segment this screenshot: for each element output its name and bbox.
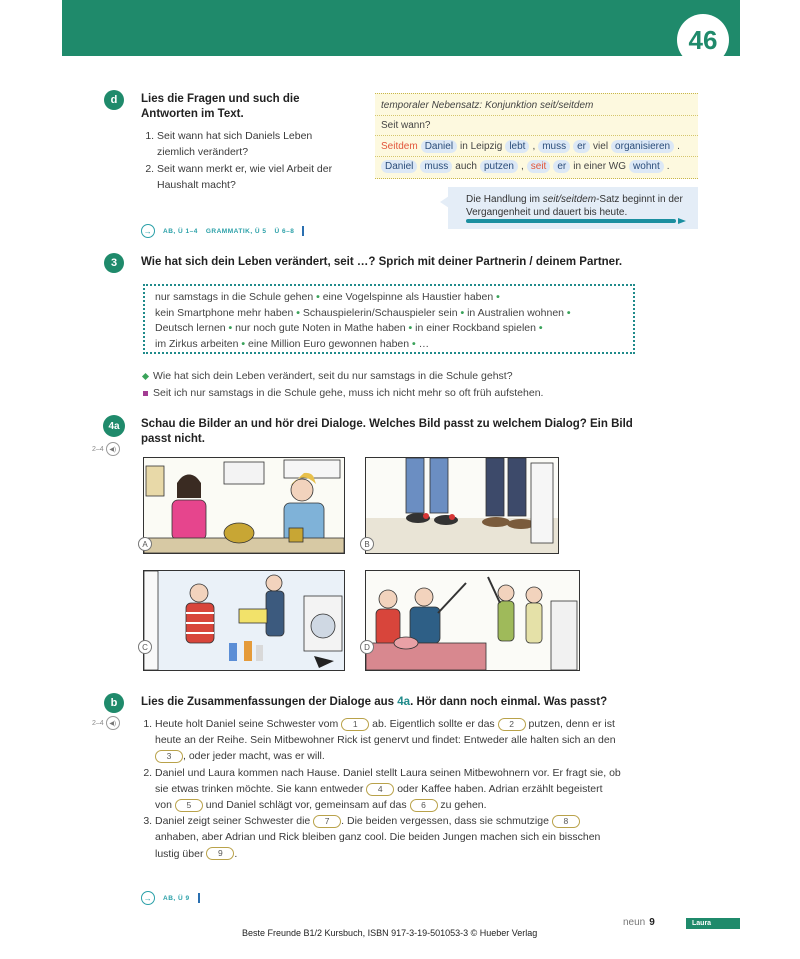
example-question <box>143 367 513 385</box>
word: lebt <box>505 140 529 153</box>
picture-d[interactable] <box>365 570 580 671</box>
gap-5[interactable]: 5 <box>175 799 203 812</box>
phrase: eine Million Euro gewonnen haben <box>247 337 410 350</box>
audio-track-label: 2–4 <box>92 719 104 727</box>
phrase: nur samstags in die Schule gehen <box>155 291 314 303</box>
picture-d-drawing <box>366 571 579 670</box>
summary-3 <box>155 813 621 862</box>
task-b-title <box>141 695 661 710</box>
page-num: 9 <box>649 917 655 928</box>
phrase: Deutsch lernen <box>155 322 226 334</box>
picture-label-a: A <box>138 537 152 551</box>
word: er <box>553 160 570 173</box>
summary-1 <box>155 716 621 765</box>
conj-seit: seit <box>527 160 551 173</box>
picture-label-d: D <box>360 640 374 654</box>
title-text: . Hör dann noch einmal. Was passt? <box>410 696 608 708</box>
word: putzen <box>480 160 518 173</box>
gap-6[interactable]: 6 <box>410 799 438 812</box>
gap-2[interactable]: 2 <box>498 718 526 731</box>
task-4a-title: Schau die Bilder an und hör drei Dialoge. Welches Bild passt zu welchem Dialog? Ein Bild passt nicht. <box>141 418 633 445</box>
ref-bar-icon <box>302 226 304 236</box>
page-number: 46 <box>677 14 729 66</box>
word: wohnt <box>629 160 664 173</box>
word: . <box>666 160 670 172</box>
gap-1[interactable]: 1 <box>341 718 369 731</box>
task-d-refs <box>141 224 304 238</box>
title-text: Lies die Zusammenfassungen der Dialoge aus <box>141 696 398 708</box>
timeline-arrow-icon <box>466 219 676 223</box>
word: er <box>573 140 590 153</box>
conj-seitdem: Seitdem <box>381 140 418 152</box>
picture-b-drawing <box>366 458 558 553</box>
summary-text: Daniel zeigt seiner Schwester die <box>155 815 311 828</box>
phrase: in einer Rockband spielen <box>415 322 536 334</box>
picture-a[interactable] <box>143 457 345 554</box>
summary-2 <box>155 765 621 814</box>
gap-3[interactable]: 3 <box>155 750 183 763</box>
header-bar <box>62 0 740 56</box>
gap-4[interactable]: 4 <box>366 783 394 796</box>
gap-8[interactable]: 8 <box>552 815 580 828</box>
task-badge-3: 3 <box>104 253 124 273</box>
title-ref: 4a <box>397 696 411 708</box>
audio-track-4a[interactable] <box>92 442 120 456</box>
note-text: -Satz beginnt in der Vergangenheit und dauert bis heute. <box>466 194 683 218</box>
word: organisieren <box>611 140 674 153</box>
question-2: 2. Seit wann merkt er, wie viel Arbeit der Haushalt macht? <box>157 162 351 193</box>
arrow-right-icon: → <box>141 224 155 238</box>
summary-text: putzen, denn er ist heute an der Reihe. Sein Mitbewohner Rick ist genervt und findet: Entweder alle halten sich an den <box>155 718 616 747</box>
picture-c[interactable] <box>143 570 345 671</box>
phrase: … <box>418 337 430 350</box>
task-b-refs <box>141 891 200 905</box>
grammar-title: temporaler Nebensatz: Konjunktion seit/seitdem <box>381 99 594 111</box>
footer-citation: Beste Freunde B1/2 Kursbuch, ISBN 917-3-19-501053-3 © Hueber Verlag <box>242 928 538 938</box>
picture-c-drawing <box>144 571 344 670</box>
picture-label-c: C <box>138 640 152 654</box>
word-line-3: Deutsch lernen • nur noch gute Noten in Mathe haben • in einer Rockband spielen • <box>155 322 543 334</box>
word: . <box>677 140 680 152</box>
ref-bar-icon <box>198 893 200 903</box>
word: in Leipzig <box>460 140 503 152</box>
phrase: in Australien wohnen <box>467 306 564 319</box>
audio-track-b[interactable] <box>92 716 120 730</box>
summary-text: anhaben, aber Adrian und Rick bleiben ganz cool. Die beiden Jungen machen sich ein bisschen lustig über <box>155 831 601 860</box>
ref-grammar[interactable]: GRAMMATIK, Ü 5 <box>205 227 267 235</box>
phrase: nur noch gute Noten in Mathe haben <box>235 322 406 334</box>
grammar-example-1 <box>381 137 680 155</box>
word: muss <box>420 160 452 173</box>
task-3-title: Wie hat sich dein Leben verändert, seit …? Sprich mit deiner Partnerin / deinem Partner. <box>141 256 623 268</box>
grammar-note <box>448 187 698 229</box>
summary-text: oder Kaffee haben. Adrian erzählt begeistert von <box>155 782 603 812</box>
speaker-icon[interactable]: ◀) <box>106 716 120 730</box>
example-answer <box>143 384 543 402</box>
note-text: Die Handlung im <box>466 194 543 205</box>
page-word: neun <box>623 917 646 928</box>
phrase: im Zirkus arbeiten <box>155 337 239 350</box>
example-answer-text: Seit ich nur samstags in die Schule gehe, muss ich nicht mehr so oft früh aufstehen. <box>153 387 544 399</box>
task-d-title: Lies die Fragen und such die Antworten im Text. <box>141 93 300 120</box>
word: viel <box>593 140 609 152</box>
word-line-1: nur samstags in die Schule gehen • eine Vogelspinne als Haustier haben • <box>155 291 500 303</box>
summary-text: . <box>234 847 238 860</box>
summaries <box>141 716 621 862</box>
word: Daniel <box>421 140 457 153</box>
speaker-icon[interactable]: ◀) <box>106 442 120 456</box>
example-question-text: Wie hat sich dein Leben verändert, seit du nur samstags in die Schule gehst? <box>153 370 513 382</box>
summary-text: Heute holt Daniel seine Schwester vom <box>155 718 339 730</box>
task-d-questions <box>141 129 351 195</box>
word: auch <box>455 160 477 172</box>
gap-9[interactable]: 9 <box>206 847 234 860</box>
phrase: eine Vogelspinne als Haustier haben <box>322 291 494 303</box>
word-box <box>143 284 635 354</box>
ref-ab[interactable]: AB, Ü 1–4 <box>163 227 198 235</box>
square-icon <box>143 391 148 396</box>
grammar-example-2 <box>381 157 670 175</box>
word: , <box>520 160 524 172</box>
word-line-2: kein Smartphone mehr haben • Schauspielerin/Schauspieler sein • in Australien wohnen • <box>155 306 571 319</box>
summary-text: Daniel und Laura kommen nach Hause. Daniel stellt Laura seinen Mitbewohnern vor. Er fragt sie, ob sie etwas trinken möchte. Sie kann entweder <box>155 766 621 795</box>
ref-ue[interactable]: Ü 6–8 <box>274 227 295 235</box>
arrow-right-icon: → <box>141 891 155 905</box>
picture-b[interactable] <box>365 457 559 554</box>
summary-text: , oder jeder macht, was er will. <box>183 750 325 763</box>
audio-track-label: 2–4 <box>92 445 104 453</box>
word: Daniel <box>381 160 417 173</box>
note-italic: seit/seitdem <box>542 194 597 205</box>
picture-label-b: B <box>360 537 374 551</box>
phrase: kein Smartphone mehr haben <box>155 306 294 319</box>
word: in einer WG <box>573 160 627 172</box>
word-line-4: im Zirkus arbeiten • eine Million Euro gewonnen haben • … <box>155 337 430 350</box>
picture-a-drawing <box>144 458 344 553</box>
task-badge-4a: 4a <box>103 415 125 437</box>
summary-text: zu gehen. <box>440 799 487 812</box>
task-badge-d: d <box>104 90 124 110</box>
grammar-box <box>375 93 698 179</box>
ref-ab-9[interactable]: AB, Ü 9 <box>163 894 190 902</box>
summary-text: und Daniel schlägt vor, gemeinsam auf das <box>205 799 407 812</box>
word: , <box>532 140 536 152</box>
grammar-question: Seit wann? <box>381 119 431 131</box>
word: muss <box>538 140 570 153</box>
summary-text: . Die beiden vergessen, dass sie schmutzige <box>341 815 549 828</box>
gap-7[interactable]: 7 <box>313 815 341 828</box>
question-1: 1. Seit wann hat sich Daniels Leben ziemlich verändert? <box>157 129 351 160</box>
task-badge-b: b <box>104 693 124 713</box>
footer-tag: Laura <box>686 918 740 929</box>
diamond-icon <box>142 372 149 379</box>
summary-text: ab. Eigentlich sollte er das <box>372 718 495 730</box>
footer-page-number <box>623 917 655 928</box>
phrase: Schauspielerin/Schauspieler sein <box>302 306 458 319</box>
